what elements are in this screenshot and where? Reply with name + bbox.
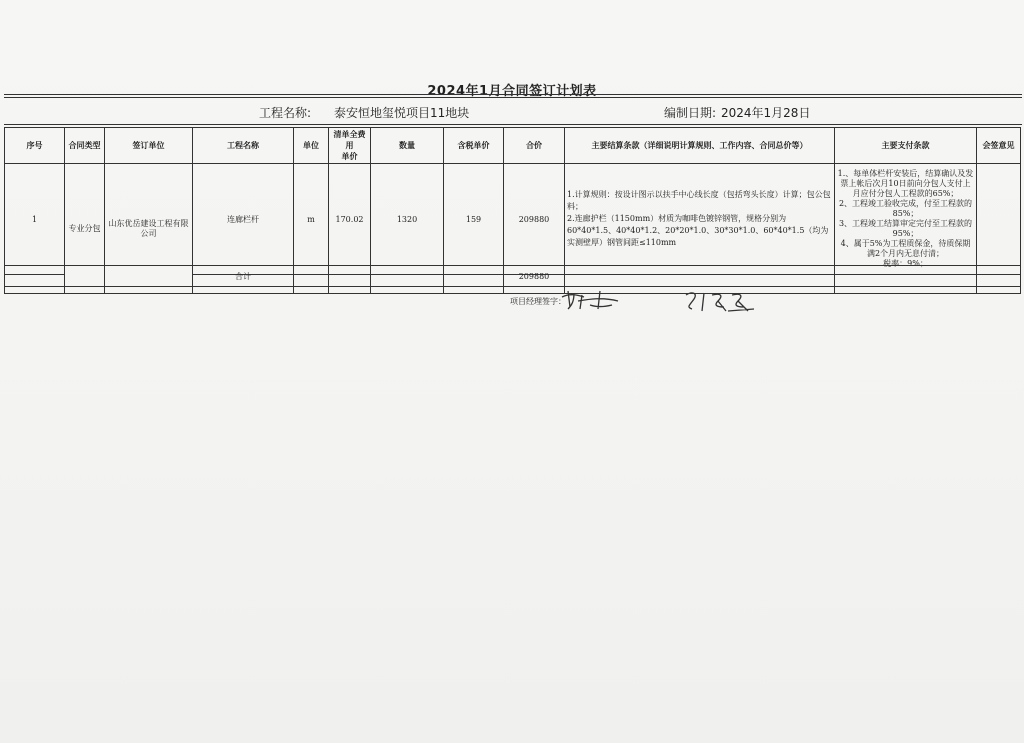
project-name-label: 工程名称: <box>259 106 312 120</box>
cell-signing-party: 山东优岳建设工程有限公司 <box>105 164 193 294</box>
payment-term-5: 税率：9%； <box>883 259 928 268</box>
header-seq: 序号 <box>5 128 65 164</box>
cell-empty <box>835 266 977 287</box>
cell-empty <box>105 266 193 287</box>
cell-quantity: 1320 <box>371 164 444 275</box>
info-row <box>4 97 1022 125</box>
cell-empty <box>565 266 835 287</box>
payment-term-2: 2、工程竣工验收完成，付至工程款的85%； <box>838 199 973 218</box>
header-project-name: 工程名称 <box>193 128 294 164</box>
header-review-opinion: 会签意见 <box>977 128 1021 164</box>
header-settlement-terms: 主要结算条款（详细说明计算规则、工作内容、合同总价等） <box>565 128 835 164</box>
header-tax-price: 含税单价 <box>444 128 504 164</box>
header-unit-price <box>329 128 371 164</box>
total-row-table <box>4 265 1021 287</box>
header-unit-price-line1: 清单全费用 <box>333 129 366 150</box>
cell-unit: m <box>294 164 329 275</box>
table-row <box>5 164 1021 275</box>
title-divider <box>4 94 1022 95</box>
payment-term-4: 4、属于5%为工程质保金，待质保期满2个月内无息付清； <box>840 239 971 258</box>
settlement-line-2: 2.连廊护栏（1150mm）材质为咖啡色镀锌钢管，规格分别为60*40*1.5、40*40*1.2、20*20*1.0、30*30*1.0、60*40*1.5（均为实测壁厚）钢管间距≤110mm <box>567 214 829 247</box>
document-title: 2024年1月合同签订计划表 <box>427 84 597 99</box>
signature-label: 项目经理签字： <box>510 297 566 306</box>
cell-empty <box>444 266 504 287</box>
cell-empty <box>5 266 65 287</box>
payment-term-3: 3、工程竣工结算审定完付至工程款的95%； <box>838 219 973 238</box>
header-contract-type: 合同类型 <box>65 128 105 164</box>
header-unit: 单位 <box>294 128 329 164</box>
handwritten-signature-2 <box>682 287 762 317</box>
cell-review-opinion <box>977 164 1021 275</box>
date-value: 2024年1月28日 <box>721 106 811 120</box>
total-label: 合计 <box>193 266 294 287</box>
cell-payment-terms <box>835 164 977 275</box>
header-total: 合价 <box>504 128 565 164</box>
total-value: 209880 <box>504 266 565 287</box>
cell-empty <box>65 266 105 287</box>
cell-project-name: 连廊栏杆 <box>193 164 294 275</box>
payment-term-1: 1.、每单体栏杆安装后，结算确认及发票上帐后次月10日前向分包人支付上月应付分包人工程款的65%； <box>837 169 974 198</box>
cell-empty <box>329 266 371 287</box>
cell-settlement-terms <box>565 164 835 275</box>
cell-tax-price: 159 <box>444 164 504 275</box>
cell-total: 209880 <box>504 164 565 275</box>
header-signing-party: 签订单位 <box>105 128 193 164</box>
handwritten-signature-1 <box>560 287 630 313</box>
cell-contract-type: 专业分包 <box>65 164 105 294</box>
cell-empty <box>371 266 444 287</box>
settlement-line-1: 1.计算规则：按设计图示以扶手中心线长度（包括弯头长度）计算；包公包料； <box>567 190 831 211</box>
date-label: 编制日期: <box>664 106 717 120</box>
header-payment-terms: 主要支付条款 <box>835 128 977 164</box>
cell-empty <box>294 266 329 287</box>
project-name-value: 泰安恒地玺悦项目11地块 <box>334 106 470 120</box>
header-unit-price-line2: 单价 <box>341 151 358 161</box>
cell-unit-price: 170.02 <box>329 164 371 275</box>
header-quantity: 数量 <box>371 128 444 164</box>
cell-empty <box>977 266 1021 287</box>
cell-seq: 1 <box>5 164 65 275</box>
header-row <box>5 128 1021 164</box>
total-row <box>5 266 1021 287</box>
